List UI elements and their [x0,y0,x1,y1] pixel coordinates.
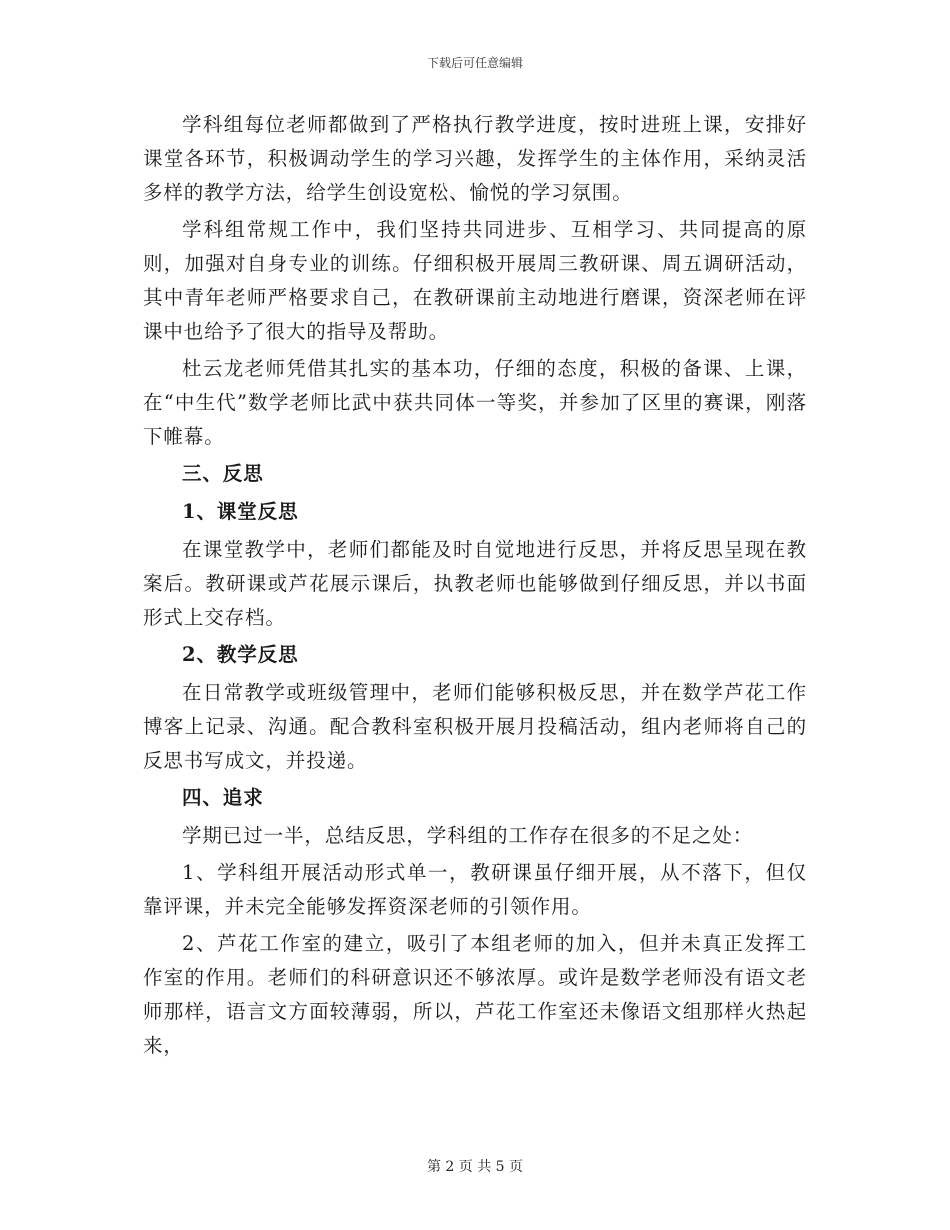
paragraph-routine-work: 学科组常规工作中，我们坚持共同进步、互相学习、共同提高的原则，加强对自身专业的训练。仔细积极开展周三教研课、周五调研活动，其中青年老师严格要求自己，在教研课前主动地进行磨课，资深老师在评课中也给予了很大的指导及帮助。 [143,218,807,343]
paragraph-teaching-reflection: 在日常教学或班级管理中，老师们能够积极反思，并在数学芦花工作博客上记录、沟通。配合教科室积极开展月投稿活动，组内老师将自己的反思书写成文，并投递。 [143,681,807,772]
subheading-teaching-reflection: 2、教学反思 [182,643,299,666]
page-number: 第 2 页 共 5 页 [426,1159,524,1175]
paragraph-teaching-progress: 学科组每位老师都做到了严格执行教学进度，按时进班上课，安排好课堂各环节，积极调动学生的学习兴趣，发挥学生的主体作用，采纳灵活多样的教学方法，给学生创设宽松、愉悦的学习氛围。 [143,113,807,204]
paragraph-award: 杜云龙老师凭借其扎实的基本功，仔细的态度，积极的备课、上课，在“中生代”数学老师比武中获共同体一等奖，并参加了区里的赛课，刚落下帷幕。 [143,357,807,448]
document-body [143,108,807,1066]
section-heading-pursuit: 四、追求 [182,786,264,809]
subheading-classroom-reflection: 1、课堂反思 [182,500,299,523]
section-heading-reflection: 三、反思 [182,462,264,485]
paragraph-shortcoming-1: 1、学科组开展活动形式单一，教研课虽仔细开展，从不落下，但仅靠评课，并未完全能够发挥资深老师的引领作用。 [143,861,807,918]
paragraph-shortcoming-2: 2、芦花工作室的建立，吸引了本组老师的加入，但并未真正发挥工作室的作用。老师们的科研意识还不够浓厚。或许是数学老师没有语文老师那样，语言文方面较薄弱，所以，芦花工作室还未像语文组那样火热起来， [143,932,807,1057]
paragraph-summary: 学期已过一半，总结反思，学科组的工作存在很多的不足之处： [182,824,754,847]
paragraph-classroom-reflection: 在课堂教学中，老师们都能及时自觉地进行反思，并将反思呈现在教案后。教研课或芦花展示课后，执教老师也能够做到仔细反思，并以书面形式上交存档。 [143,538,807,629]
page-header-note: 下载后可任意编辑 [426,56,523,70]
